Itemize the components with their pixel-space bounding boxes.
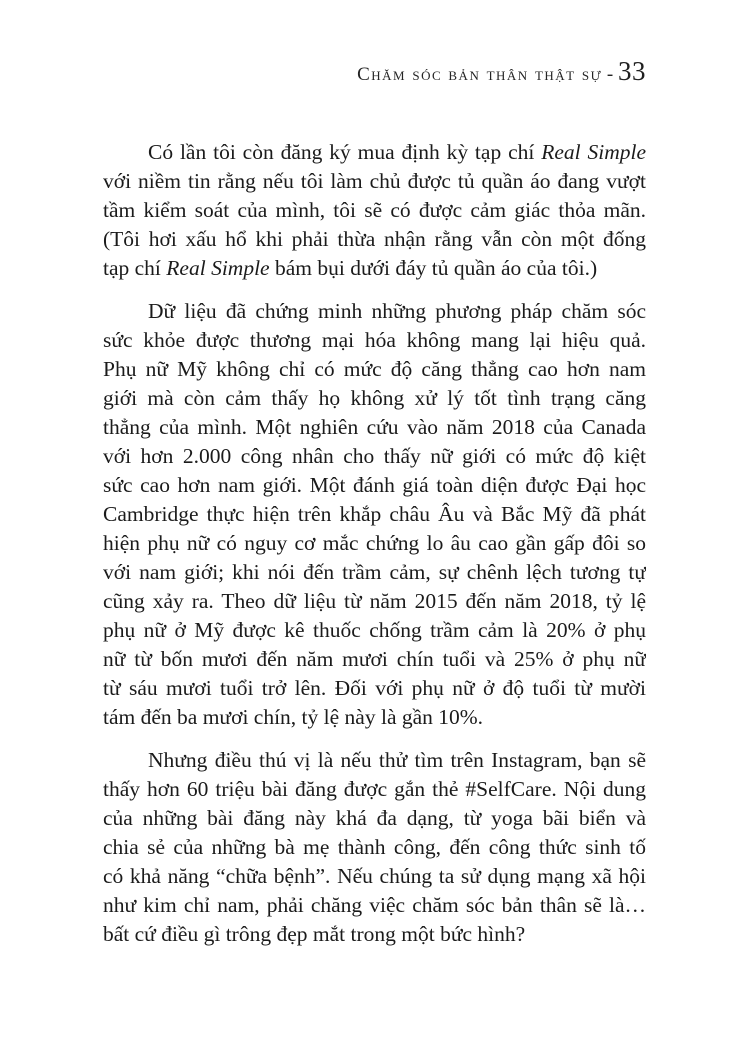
text-segment: phụ nữ ở Mỹ được kê thuốc chống trầm cảm là 20% ở phụ <box>103 618 646 642</box>
text-segment: sức cao hơn nam giới. Một đánh giá toàn diện được Đại học <box>103 473 646 497</box>
italic-text: Real Simple <box>166 256 270 280</box>
text-segment: Cambridge thực hiện trên khắp châu Âu và Bắc Mỹ đã phát <box>103 502 646 526</box>
text-line <box>103 384 646 413</box>
text-segment: chia sẻ của những bà mẹ thành công, đến công thức sinh tố <box>103 835 646 859</box>
text-line <box>103 442 646 471</box>
text-line <box>103 833 646 862</box>
text-line <box>103 558 646 587</box>
text-line <box>103 587 646 616</box>
text-segment: có khả năng “chữa bệnh”. Nếu chúng ta sử dụng mạng xã hội <box>103 864 646 888</box>
text-segment: như kim chỉ nam, phải chăng việc chăm sóc bản thân sẽ là… <box>103 893 646 917</box>
text-segment: bất cứ điều gì trông đẹp mắt trong một bức hình? <box>103 922 526 946</box>
text-line <box>103 703 646 732</box>
text-segment: từ sáu mươi tuổi trở lên. Đối với phụ nữ ở độ tuổi từ mười <box>103 676 646 700</box>
text-line <box>103 413 646 442</box>
text-segment: với niềm tin rằng nếu tôi làm chủ được tủ quần áo đang vượt <box>103 169 646 193</box>
text-segment: tạp chí <box>103 256 167 280</box>
text-line <box>103 326 646 355</box>
page-number: 33 <box>618 56 646 86</box>
text-segment: cũng xảy ra. Theo dữ liệu từ năm 2015 đến năm 2018, tỷ lệ <box>103 589 646 613</box>
text-segment: tám đến ba mươi chín, tỷ lệ này là gần 10%. <box>103 705 484 729</box>
text-line <box>103 920 646 949</box>
text-line <box>103 645 646 674</box>
text-line <box>103 500 646 529</box>
paragraph <box>103 297 646 732</box>
text-segment: với hơn 2.000 công nhân cho thấy nữ giới có mức độ kiệt <box>103 444 646 468</box>
text-line <box>103 775 646 804</box>
text-line <box>103 674 646 703</box>
text-segment: Dữ liệu đã chứng minh những phương pháp chăm sóc <box>148 299 646 323</box>
text-segment: thẳng của mình. Một nghiên cứu vào năm 2018 của Canada <box>103 415 646 439</box>
header-separator: - <box>602 64 618 85</box>
running-header <box>103 58 646 89</box>
text-line <box>103 891 646 920</box>
text-line <box>103 138 646 167</box>
text-segment: nữ từ bốn mươi đến năm mươi chín tuổi và 25% ở phụ nữ <box>103 647 646 671</box>
text-segment: Nhưng điều thú vị là nếu thử tìm trên Instagram, bạn sẽ <box>148 748 646 772</box>
paragraph <box>103 746 646 949</box>
text-line <box>103 804 646 833</box>
text-segment: Có lần tôi còn đăng ký mua định kỳ tạp chí <box>148 140 542 164</box>
text-line <box>103 355 646 384</box>
paragraph <box>103 138 646 283</box>
text-segment: hiện phụ nữ có nguy cơ mắc chứng lo âu cao gần gấp đôi so <box>103 531 646 555</box>
chapter-title: Chăm sóc bản thân thật sự <box>357 64 603 85</box>
text-line <box>103 225 646 254</box>
text-line <box>103 196 646 225</box>
text-line <box>103 862 646 891</box>
text-segment: của những bài đăng này khá đa dạng, từ yoga bãi biển và <box>103 806 646 830</box>
italic-text: Real Simple <box>541 140 646 164</box>
text-line <box>103 297 646 326</box>
text-line <box>103 254 646 283</box>
text-line <box>103 471 646 500</box>
text-segment: bám bụi dưới đáy tủ quần áo của tôi.) <box>269 256 598 280</box>
text-segment: thấy hơn 60 triệu bài đăng được gắn thẻ #SelfCare. Nội dung <box>103 777 646 801</box>
body-text <box>103 138 646 949</box>
text-line <box>103 746 646 775</box>
text-segment: giới mà còn cảm thấy họ không xử lý tốt tình trạng căng <box>103 386 646 410</box>
text-segment: tầm kiểm soát của mình, tôi sẽ có được cảm giác thỏa mãn. <box>103 198 646 222</box>
text-segment: với nam giới; khi nói đến trầm cảm, sự chênh lệch tương tự <box>103 560 646 584</box>
text-segment: (Tôi hơi xấu hổ khi phải thừa nhận rằng vẫn còn một đống <box>103 227 646 251</box>
text-line <box>103 616 646 645</box>
text-line <box>103 529 646 558</box>
text-segment: Phụ nữ Mỹ không chỉ có mức độ căng thẳng cao hơn nam <box>103 357 646 381</box>
text-line <box>103 167 646 196</box>
text-segment: sức khỏe được thương mại hóa không mang lại hiệu quả. <box>103 328 646 352</box>
